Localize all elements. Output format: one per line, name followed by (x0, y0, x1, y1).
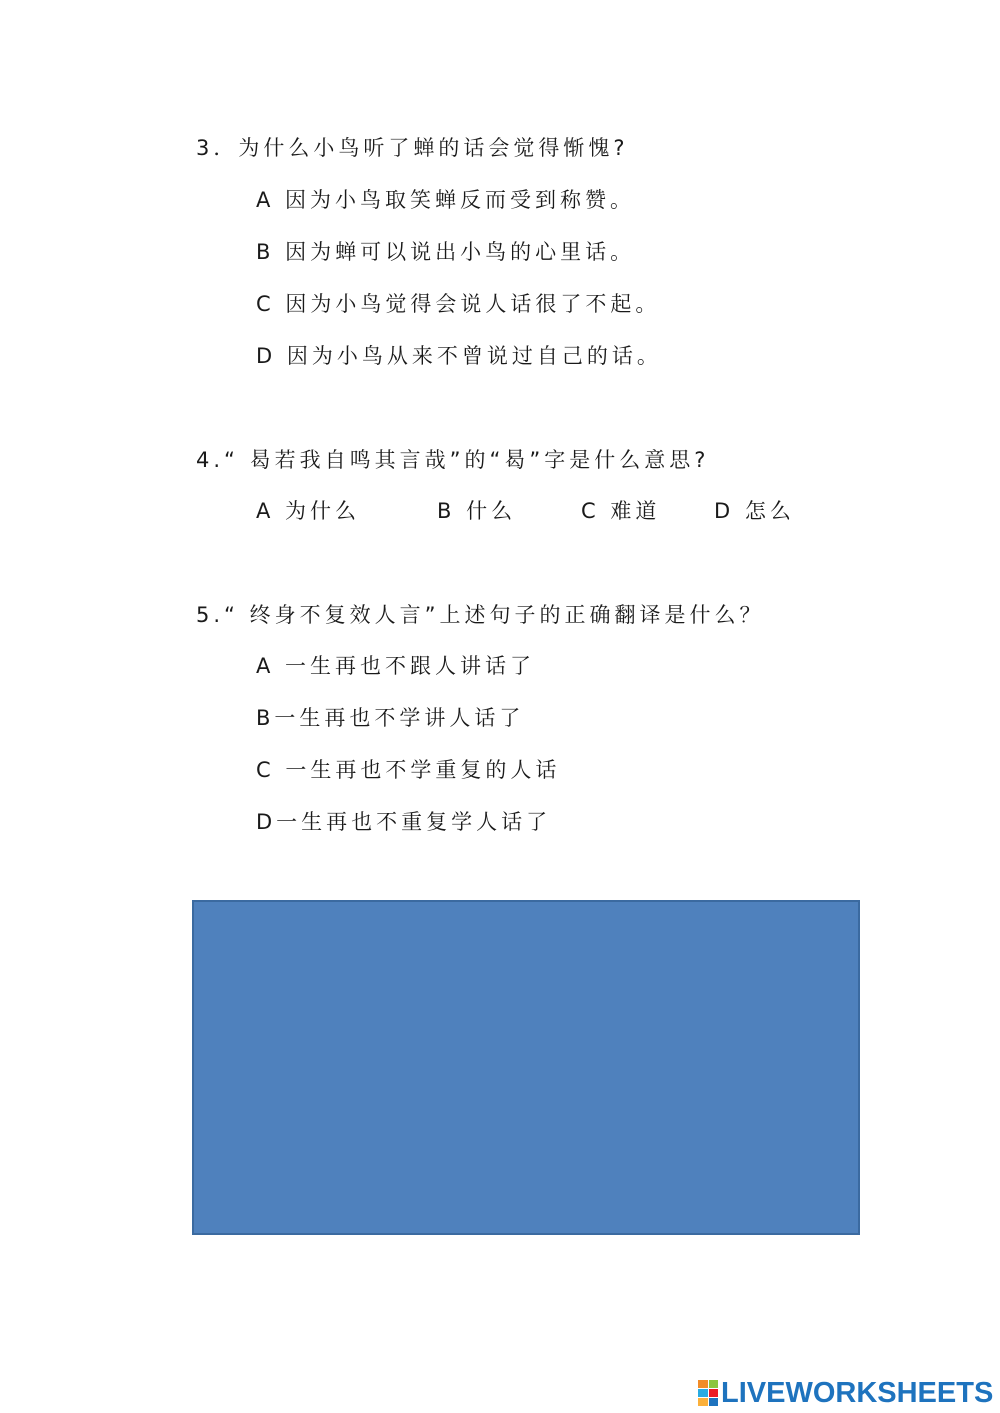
question-5-option-d[interactable]: D一生再也不重复学人话了 (256, 810, 552, 834)
question-4-prompt: 4.“ 曷若我自鸣其言哉”的“曷”字是什么意思? (196, 448, 710, 472)
question-5-prompt: 5.“ 终身不复效人言”上述句子的正确翻译是什么？ (196, 603, 765, 627)
question-3-prompt: 3．为什么小鸟听了蝉的话会觉得惭愧? (196, 136, 629, 160)
liveworksheets-logo-icon (698, 1380, 718, 1406)
question-5-option-a[interactable]: A 一生再也不跟人讲话了 (256, 654, 536, 678)
question-3-option-c[interactable]: C 因为小鸟觉得会说人话很了不起。 (256, 292, 661, 316)
question-3-option-b[interactable]: B 因为蝉可以说出小鸟的心里话。 (256, 240, 636, 264)
liveworksheets-logo-text: LIVEWORKSHEETS (721, 1376, 994, 1409)
question-4-option-b[interactable]: B 什么 (437, 499, 517, 523)
question-4-option-d[interactable]: D 怎么 (714, 499, 795, 523)
question-4-option-c[interactable]: C 难道 (581, 499, 661, 523)
question-5-option-b[interactable]: B一生再也不学讲人话了 (256, 706, 525, 730)
liveworksheets-logo (698, 1378, 993, 1408)
question-5-option-c[interactable]: C 一生再也不学重复的人话 (256, 758, 561, 782)
question-4-option-a[interactable]: A 为什么 (256, 499, 361, 523)
answer-box[interactable] (192, 900, 860, 1235)
question-3-option-a[interactable]: A 因为小鸟取笑蝉反而受到称赞。 (256, 188, 636, 212)
question-3-option-d[interactable]: D 因为小鸟从来不曾说过自己的话。 (256, 344, 662, 368)
